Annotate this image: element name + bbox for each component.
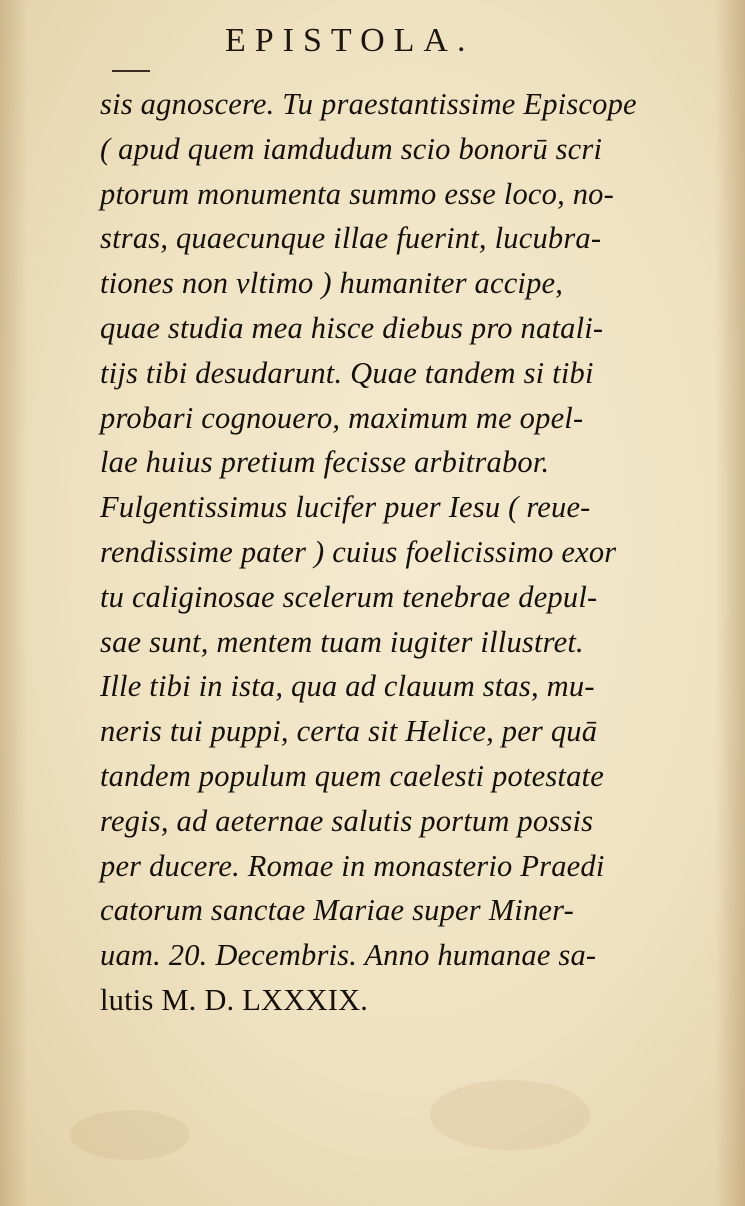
text-line: probari cognouero, maximum me opel- bbox=[100, 400, 584, 435]
text-line: stras, quaecunque illae fuerint, lucubra- bbox=[100, 221, 602, 256]
head-rule bbox=[112, 70, 150, 72]
text-line: tiones non vltimo ) humaniter accipe, bbox=[100, 266, 564, 301]
text-line: rendissime pater ) cuius foelicissimo exor bbox=[100, 534, 617, 569]
text-line: neris tui puppi, certa sit Helice, per quā bbox=[100, 714, 598, 749]
letter-text bbox=[100, 82, 690, 1023]
text-line: lutis M. D. LXXXIX. bbox=[100, 982, 369, 1017]
text-line: sae sunt, mentem tuam iugiter illustret. bbox=[100, 624, 584, 659]
text-line: tandem populum quem caelesti potestate bbox=[100, 758, 604, 793]
text-line: quae studia mea hisce diebus pro natali- bbox=[100, 310, 604, 345]
text-line: catorum sanctae Mariae super Miner- bbox=[100, 893, 574, 928]
text-line: ptorum monumenta summo esse loco, no- bbox=[100, 176, 614, 211]
paper-stain bbox=[70, 1110, 190, 1160]
text-line: Fulgentissimus lucifer puer Iesu ( reue- bbox=[100, 490, 591, 525]
page-shadow-left bbox=[0, 0, 28, 1206]
text-line: sis agnoscere. Tu praestantissime Episcope bbox=[100, 87, 637, 121]
text-line: Ille tibi in ista, qua ad clauum stas, mu- bbox=[100, 669, 595, 704]
page-shadow-right bbox=[715, 0, 745, 1206]
running-head: EPISTOLA. bbox=[225, 22, 475, 59]
text-line: tijs tibi desudarunt. Quae tandem si tibi bbox=[100, 355, 594, 390]
text-line: ( apud quem iamdudum scio bonorū scri bbox=[100, 131, 603, 166]
paper-stain bbox=[430, 1080, 590, 1150]
text-line: uam. 20. Decembris. Anno humanae sa- bbox=[100, 938, 597, 973]
text-line: per ducere. Romae in monasterio Praedi bbox=[100, 848, 605, 883]
text-line: tu caliginosae scelerum tenebrae depul- bbox=[100, 579, 598, 614]
text-line: lae huius pretium fecisse arbitrabor. bbox=[100, 445, 550, 480]
text-line: regis, ad aeternae salutis portum possis bbox=[100, 803, 594, 838]
